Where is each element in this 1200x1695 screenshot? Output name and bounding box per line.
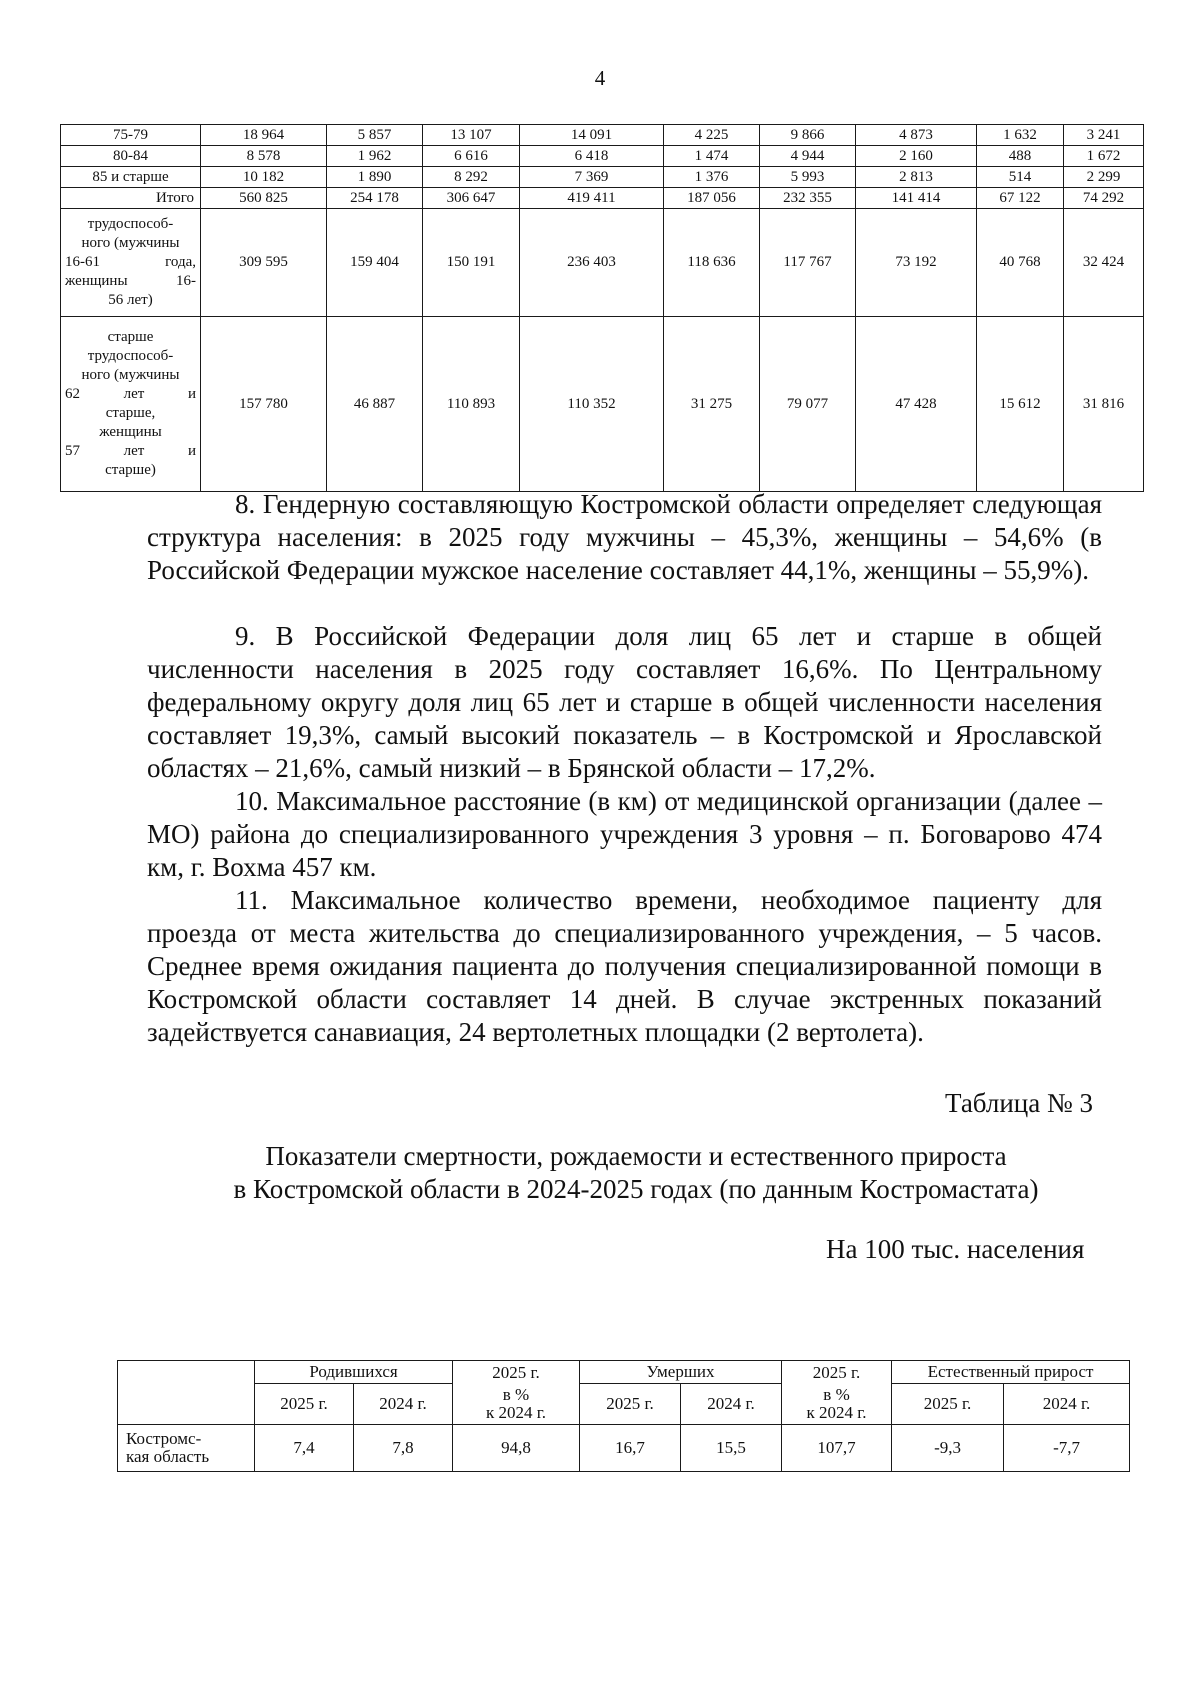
table-row: [61, 125, 1144, 146]
row-label: Костромс- кая область: [118, 1425, 255, 1472]
row-label-part: женщины: [99, 424, 162, 440]
table-row: [118, 1425, 1130, 1472]
table-cell: 117 767: [760, 209, 856, 317]
table-cell: 2 813: [856, 167, 977, 188]
header-year: 2025 г.: [580, 1384, 681, 1425]
table-cell: 1 890: [327, 167, 423, 188]
table-cell: 118 636: [664, 209, 760, 317]
table-cell: 40 768: [977, 209, 1064, 317]
row-label-part: старше,: [105, 405, 156, 421]
row-label-part: ного (мужчины: [81, 367, 180, 383]
table-cell: 1 962: [327, 146, 423, 167]
row-label: Итого: [61, 188, 201, 209]
paragraph-8: 8. Гендерную составляющую Костромской области определяет следующая структура населения: в 2025 году мужчины – 45,3%, женщины – 54,6% (в Российской Федерации мужское население составляет 44,1%, женщины – 55,9%).: [147, 489, 1102, 585]
table-cell: 7,4: [255, 1425, 354, 1472]
header-year: 2024 г.: [354, 1384, 453, 1425]
table-cell: 10 182: [201, 167, 327, 188]
page-number: 4: [594, 66, 606, 90]
table-cell: 94,8: [453, 1425, 580, 1472]
table-cell: 4 225: [664, 125, 760, 146]
table-3-unit: На 100 тыс. населения: [826, 1234, 1085, 1264]
table-cell: 236 403: [520, 209, 664, 317]
header-died-pct: 2025 г. в % к 2024 г.: [782, 1361, 892, 1425]
table-cell: 107,7: [782, 1425, 892, 1472]
header-natural-growth: Естественный прирост: [892, 1361, 1130, 1384]
table-row: [61, 209, 1144, 317]
row-label-part: лет: [123, 443, 145, 459]
table-cell: 419 411: [520, 188, 664, 209]
table-cell: 5 993: [760, 167, 856, 188]
table-cell: 7,8: [354, 1425, 453, 1472]
table-cell: 32 424: [1064, 209, 1144, 317]
row-label-part: и: [187, 386, 196, 402]
table-cell: 2 160: [856, 146, 977, 167]
table-cell: 560 825: [201, 188, 327, 209]
table-cell: 4 873: [856, 125, 977, 146]
corner-cell: [118, 1361, 255, 1425]
table-row: [61, 146, 1144, 167]
table-cell: 309 595: [201, 209, 327, 317]
row-label: [61, 317, 201, 492]
row-label-part: и: [187, 443, 196, 459]
row-label: [61, 209, 201, 317]
table-cell: 1 632: [977, 125, 1064, 146]
vital-statistics-table: [117, 1360, 1130, 1472]
table-cell: 79 077: [760, 317, 856, 492]
row-label: 75-79: [61, 125, 201, 146]
table-cell: 15,5: [681, 1425, 782, 1472]
header-year: 2024 г.: [681, 1384, 782, 1425]
table-cell: 110 893: [423, 317, 520, 492]
row-label: 85 и старше: [61, 167, 201, 188]
table-cell: 1 474: [664, 146, 760, 167]
table-row: [61, 188, 1144, 209]
table-cell: 6 418: [520, 146, 664, 167]
row-label-part: трудоспособ-: [87, 216, 174, 232]
row-label-part: старше): [105, 462, 156, 478]
table-cell: 14 091: [520, 125, 664, 146]
row-label-part: 16-: [176, 273, 196, 289]
row-label-part: лет: [123, 386, 145, 402]
table-cell: 74 292: [1064, 188, 1144, 209]
paragraph-10: 10. Максимальное расстояние (в км) от медицинской организации (далее – МО) района до специализированного учреждения 3 уровня – п. Боговарово 474 км, г. Вохма 457 км.: [147, 786, 1102, 882]
table-cell: 47 428: [856, 317, 977, 492]
table-cell: 306 647: [423, 188, 520, 209]
table-cell: 157 780: [201, 317, 327, 492]
table-cell: 254 178: [327, 188, 423, 209]
table-cell: 8 578: [201, 146, 327, 167]
row-label-part: 62: [65, 386, 80, 402]
table-cell: 187 056: [664, 188, 760, 209]
row-label-part: женщины: [65, 273, 128, 289]
table-cell: 110 352: [520, 317, 664, 492]
table-cell: 6 616: [423, 146, 520, 167]
table-3-title-line2: в Костромской области в 2024-2025 годах (по данным Костромастата): [233, 1174, 1039, 1204]
header-year: 2025 г.: [255, 1384, 354, 1425]
table-cell: 4 944: [760, 146, 856, 167]
header-died: Умерших: [580, 1361, 782, 1384]
table-cell: 2 299: [1064, 167, 1144, 188]
row-label: 80-84: [61, 146, 201, 167]
table-cell: 488: [977, 146, 1064, 167]
table-cell: 67 122: [977, 188, 1064, 209]
row-label-part: 56 лет): [108, 292, 153, 308]
table-cell: 150 191: [423, 209, 520, 317]
table-cell: 9 866: [760, 125, 856, 146]
paragraph-9: 9. В Российской Федерации доля лиц 65 лет и старше в общей численности населения в 2025 году составляет 16,6%. По Центральному федеральному округу доля лиц 65 лет и старше в общей численности населения составляет 19,3%, самый высокий показатель – в Костромской и Ярославской областях – 21,6%, самый низкий – в Брянской области – 17,2%.: [147, 621, 1102, 783]
row-label-part: года,: [165, 254, 196, 270]
row-label-part: старше: [107, 329, 154, 345]
table-row: [61, 317, 1144, 492]
table-3-label: Таблица № 3: [945, 1088, 1093, 1118]
table-cell: 159 404: [327, 209, 423, 317]
row-label-part: ного (мужчины: [81, 235, 180, 251]
table-cell: -9,3: [892, 1425, 1004, 1472]
table-cell: 1 376: [664, 167, 760, 188]
row-label-part: трудоспособ-: [87, 348, 174, 364]
table-cell: 3 241: [1064, 125, 1144, 146]
table-cell: 16,7: [580, 1425, 681, 1472]
table-cell: 46 887: [327, 317, 423, 492]
header-born-pct: 2025 г. в % к 2024 г.: [453, 1361, 580, 1425]
table-cell: 13 107: [423, 125, 520, 146]
table-row: [61, 167, 1144, 188]
table-cell: 15 612: [977, 317, 1064, 492]
row-label-part: 57: [65, 443, 80, 459]
table-cell: 7 369: [520, 167, 664, 188]
table-cell: 232 355: [760, 188, 856, 209]
header-year: 2025 г.: [892, 1384, 1004, 1425]
table-cell: 31 275: [664, 317, 760, 492]
table-cell: 141 414: [856, 188, 977, 209]
table-cell: 5 857: [327, 125, 423, 146]
row-label-part: 16-61: [65, 254, 100, 270]
table-cell: 31 816: [1064, 317, 1144, 492]
table-cell: 73 192: [856, 209, 977, 317]
table-3-title-line1: Показатели смертности, рождаемости и естественного прироста: [265, 1141, 1007, 1171]
header-born: Родившихся: [255, 1361, 453, 1384]
header-year: 2024 г.: [1004, 1384, 1130, 1425]
population-table: [60, 124, 1144, 492]
table-cell: 8 292: [423, 167, 520, 188]
paragraph-11: 11. Максимальное количество времени, необходимое пациенту для проезда от места жительства до специализированного учреждения, – 5 часов. Среднее время ожидания пациента до получения специализированной помощи в Костромской области составляет 14 дней. В случае экстренных показаний задействуется санавиация, 24 вертолетных площадки (2 вертолета).: [147, 885, 1102, 1047]
table-cell: -7,7: [1004, 1425, 1130, 1472]
table-cell: 514: [977, 167, 1064, 188]
table-cell: 18 964: [201, 125, 327, 146]
table-cell: 1 672: [1064, 146, 1144, 167]
